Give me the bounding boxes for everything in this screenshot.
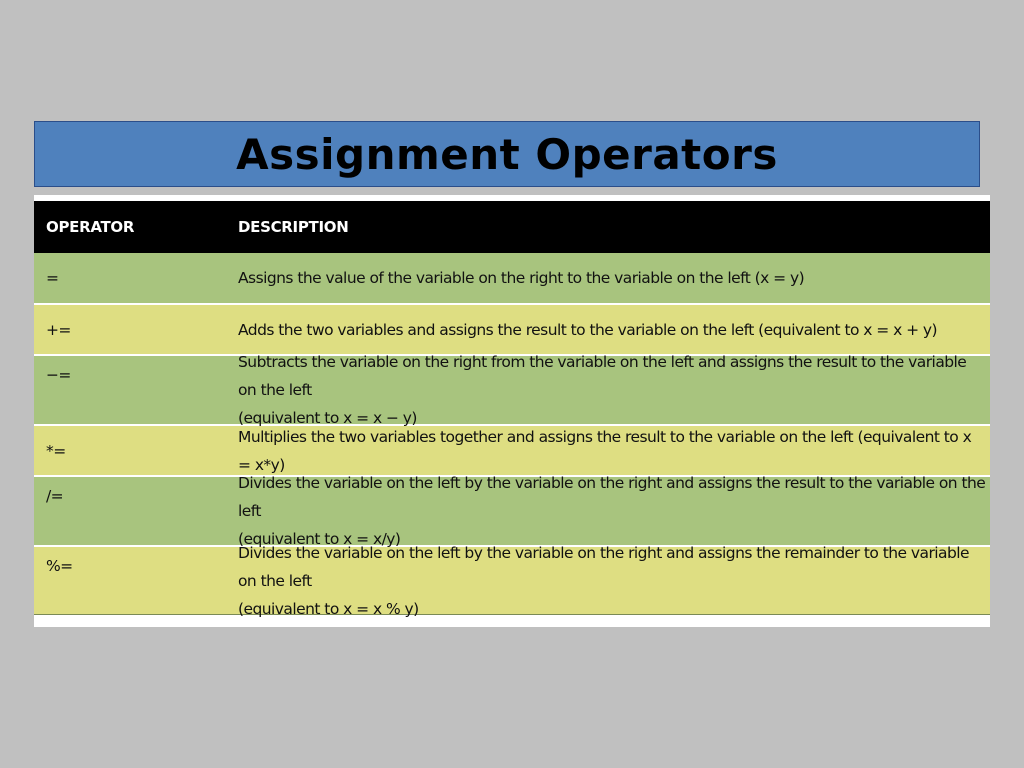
operator-cell: −= [46, 366, 71, 384]
operator-cell: += [46, 320, 71, 339]
description-cell: Divides the variable on the left by the variable on the right and assigns the remainder to the variable on the left [238, 543, 970, 590]
description-cell-line2: (equivalent to x = x − y) [238, 409, 417, 427]
table-row [34, 253, 990, 305]
operator-cell: /= [46, 487, 64, 505]
table-row [34, 353, 990, 427]
description-cell: Subtracts the variable on the right from the variable on the left and assigns the result to the variable on the left [238, 353, 967, 399]
operator-cell: %= [46, 557, 73, 575]
operators-table [34, 195, 990, 627]
description-cell: Assigns the value of the variable on the right to the variable on the left (x = y) [238, 269, 805, 287]
slide-title: Assignment Operators [236, 129, 778, 179]
description-cell: Adds the two variables and assigns the result to the variable on the left (equivalent to x = x + y) [238, 320, 938, 339]
header-description: DESCRIPTION [238, 218, 349, 236]
table-row [34, 543, 990, 618]
header-operator: OPERATOR [46, 218, 135, 236]
operator-cell: = [46, 269, 59, 287]
description-cell: Divides the variable on the left by the variable on the right and assigns the result to the variable on the left [238, 474, 986, 520]
description-cell-line2: (equivalent to x = x % y) [238, 599, 419, 618]
table-header-row [34, 201, 990, 253]
operator-cell: *= [46, 441, 66, 460]
description-cell: Multiplies the two variables together and assigns the result to the variable on the left (equivalent to x = x*y) [238, 427, 972, 474]
table-row [34, 474, 990, 548]
slide-title-bar [34, 121, 980, 187]
description-cell-line2: (equivalent to x = x/y) [238, 530, 401, 548]
